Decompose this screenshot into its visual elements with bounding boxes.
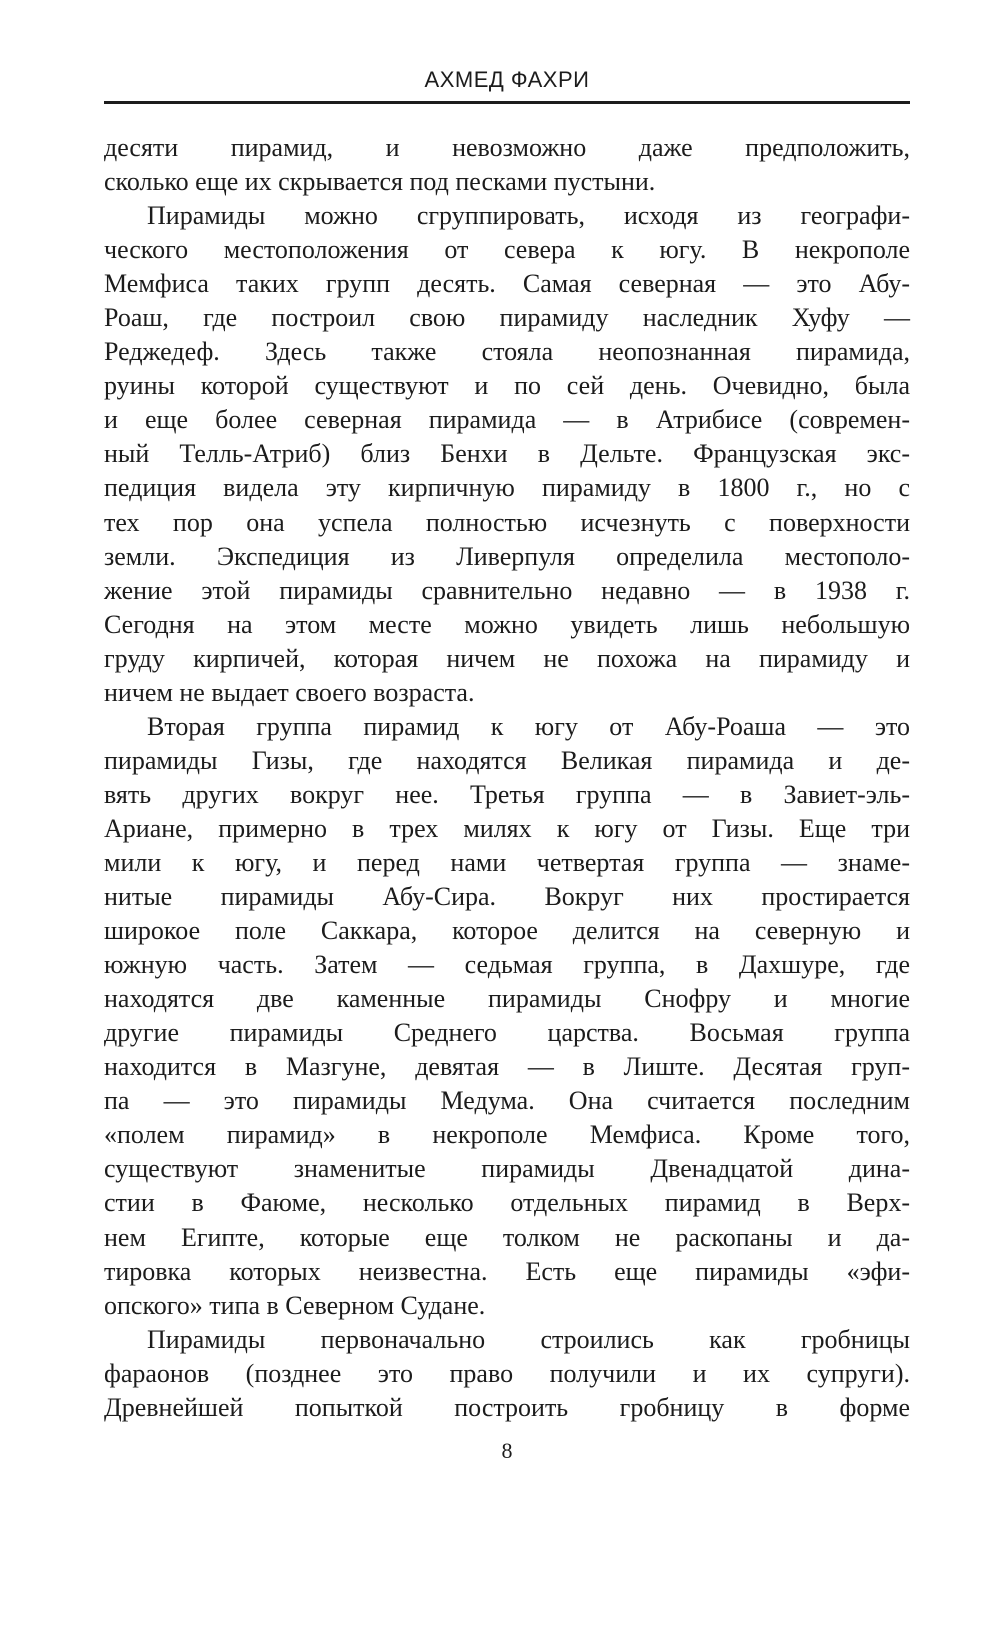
text-line: руины которой существуют и по сей день. Очевидно, была <box>104 371 910 401</box>
page-number: 8 <box>501 1438 513 1463</box>
text-line: находится в Мазгуне, девятая — в Лиште. Десятая груп- <box>104 1052 910 1082</box>
text-line: Роаш, где построил свою пирамиду наследник Хуфу — <box>104 303 910 333</box>
text-line: нем Египте, которые еще толком не раскопаны и да- <box>104 1222 910 1252</box>
text-line: па — это пирамиды Медума. Она считается последним <box>104 1086 910 1116</box>
text-line: Ариане, примерно в трех милях к югу от Гизы. Еще три <box>104 813 910 843</box>
text-line: ный Телль-Атриб) близ Бенхи в Дельте. Французская экс- <box>104 439 910 469</box>
text-line: Древнейшей попыткой построить гробницу в форме <box>104 1392 910 1422</box>
text-line: вять других вокруг нее. Третья группа — в Завиет-эль- <box>104 779 910 809</box>
text-line: мили к югу, и перед нами четвертая группа — знаме- <box>104 847 910 877</box>
paragraph <box>104 131 910 199</box>
text-line: и еще более северная пирамида — в Атрибисе (современ- <box>104 405 910 435</box>
text-line: пирамиды Гизы, где находятся Великая пирамида и де- <box>104 745 910 775</box>
text-line: десяти пирамид, и невозможно даже предположить, <box>104 133 910 162</box>
text-line: жение этой пирамиды сравнительно недавно — в 1938 г. <box>104 575 910 605</box>
text-line: ничем не выдает своего возраста. <box>104 677 475 707</box>
text-line: Сегодня на этом месте можно увидеть лишь небольшую <box>104 609 910 639</box>
paragraph <box>104 710 910 1323</box>
text-line: нитые пирамиды Абу-Сира. Вокруг них простирается <box>104 882 910 912</box>
text-line: стии в Фаюме, несколько отдельных пирамид в Верх- <box>104 1188 910 1218</box>
text-line: педиция видела эту кирпичную пирамиду в 1800 г., но с <box>104 473 910 503</box>
text-line: груду кирпичей, которая ничем не похожа на пирамиду и <box>104 643 910 673</box>
text-line: южную часть. Затем — седьмая группа, в Дахшуре, где <box>104 950 910 980</box>
text-line: существуют знаменитые пирамиды Двенадцатой дина- <box>104 1154 910 1184</box>
text-line: земли. Экспедиция из Ливерпуля определила местополо- <box>104 541 910 571</box>
paragraph <box>104 1323 910 1425</box>
text-line: широкое поле Саккара, которое делится на северную и <box>104 916 910 946</box>
header-rule <box>104 101 910 104</box>
text-line: находятся две каменные пирамиды Снофру и многие <box>104 984 910 1014</box>
paragraph <box>104 199 910 710</box>
text-line: опского» типа в Северном Судане. <box>104 1290 486 1320</box>
running-head: АХМЕД ФАХРИ <box>424 67 590 92</box>
text-line: тех пор она успела полностью исчезнуть с поверхности <box>104 507 910 537</box>
text-line: Мемфиса таких групп десять. Самая северная — это Абу- <box>104 269 910 299</box>
text-line: ческого местоположения от севера к югу. В некрополе <box>104 235 910 265</box>
text-line: Пирамиды можно сгруппировать, исходя из географи- <box>147 201 910 231</box>
text-line: другие пирамиды Среднего царства. Восьмая группа <box>104 1018 910 1048</box>
body-text <box>104 131 910 1425</box>
text-line: тировка которых неизвестна. Есть еще пирамиды «эфи- <box>104 1256 910 1286</box>
text-line: Пирамиды первоначально строились как гробницы <box>147 1324 910 1354</box>
text-line: Реджедеф. Здесь также стояла неопознанная пирамида, <box>104 337 910 367</box>
text-line: фараонов (позднее это право получили и их супруги). <box>104 1358 910 1388</box>
text-line: сколько еще их скрывается под песками пустыни. <box>104 167 656 197</box>
text-line: Вторая группа пирамид к югу от Абу-Роаша — это <box>147 711 910 741</box>
text-line: «полем пирамид» в некрополе Мемфиса. Кроме того, <box>104 1120 910 1150</box>
